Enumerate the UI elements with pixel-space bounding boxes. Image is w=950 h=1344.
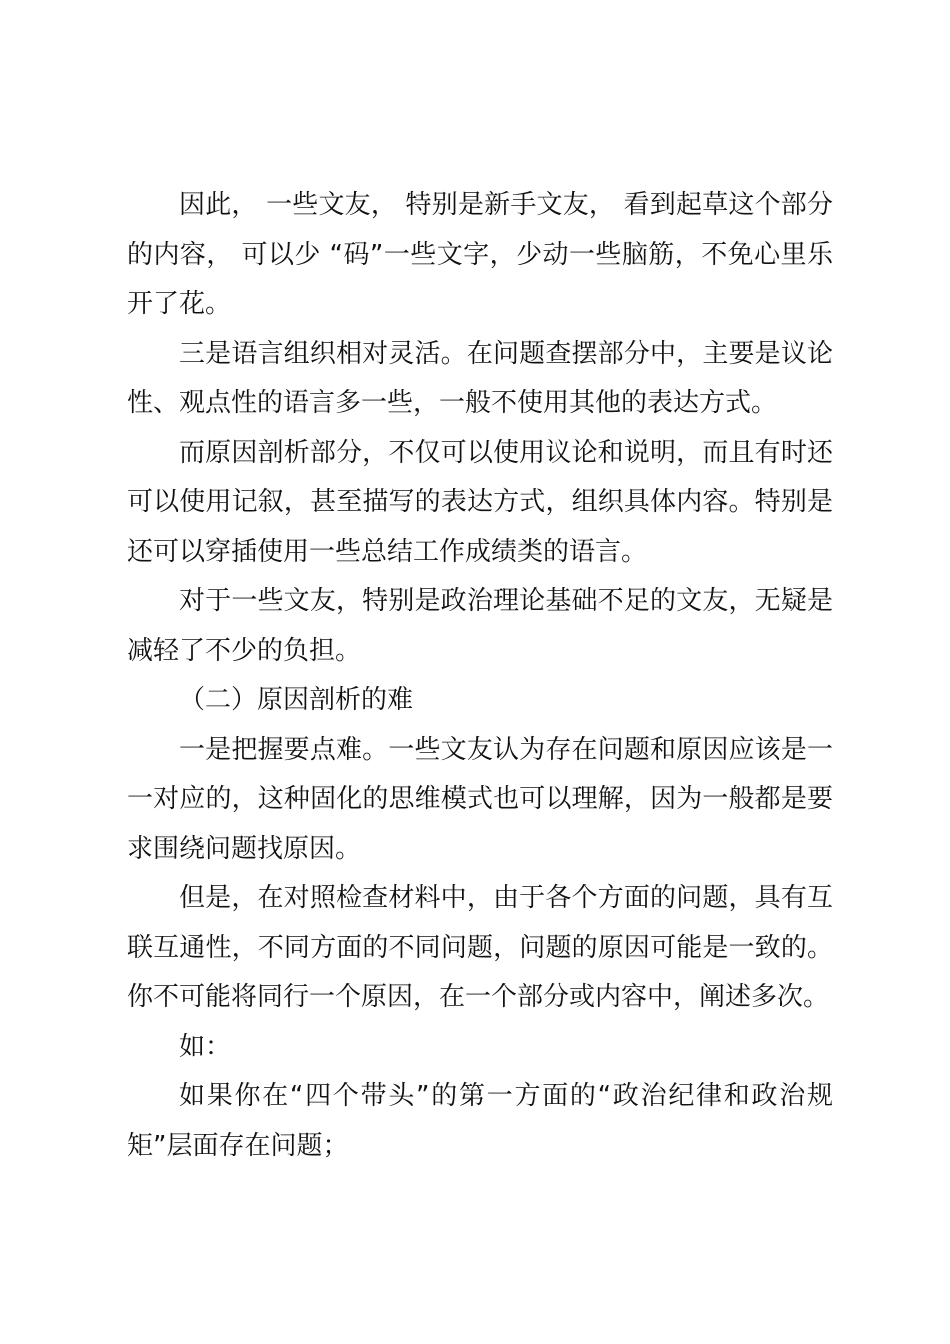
document-body — [127, 181, 833, 1171]
paragraph-5: 一是把握要点难。一些文友认为存在问题和原因应该是一一对应的，这种固化的思维模式也可以理解，因为一般都是要求围绕问题找原因。 — [127, 734, 833, 864]
section-heading: （二）原因剖析的难 — [179, 685, 414, 715]
paragraph-3: 而原因剖析部分，不仅可以使用议论和说明，而且有时还可以使用记叙，甚至描写的表达方式，组织具体内容。特别是还可以穿插使用一些总结工作成绩类的语言。 — [127, 437, 833, 567]
paragraph-7: 如： — [179, 1031, 232, 1062]
paragraph-1: 因此， 一些文友， 特别是新手文友， 看到起草这个部分的内容， 可以少 “码”一些文字，少动一些脑筋，不免心里乐开了花。 — [127, 190, 833, 319]
paragraph-6: 但是，在对照检查材料中，由于各个方面的问题，具有互联互通性，不同方面的不同问题，问题的原因可能是一致的。你不可能将同行一个原因，在一个部分或内容中，阐述多次。 — [127, 883, 833, 1012]
paragraph-2: 三是语言组织相对灵活。在问题查摆部分中，主要是议论性、观点性的语言多一些，一般不使用其他的表达方式。 — [127, 338, 833, 418]
paragraph-8: 如果你在“四个带头”的第一方面的“政治纪律和政治规矩”层面存在问题； — [127, 1081, 833, 1161]
paragraph-4: 对于一些文友，特别是政治理论基础不足的文友，无疑是减轻了不少的负担。 — [127, 586, 833, 666]
